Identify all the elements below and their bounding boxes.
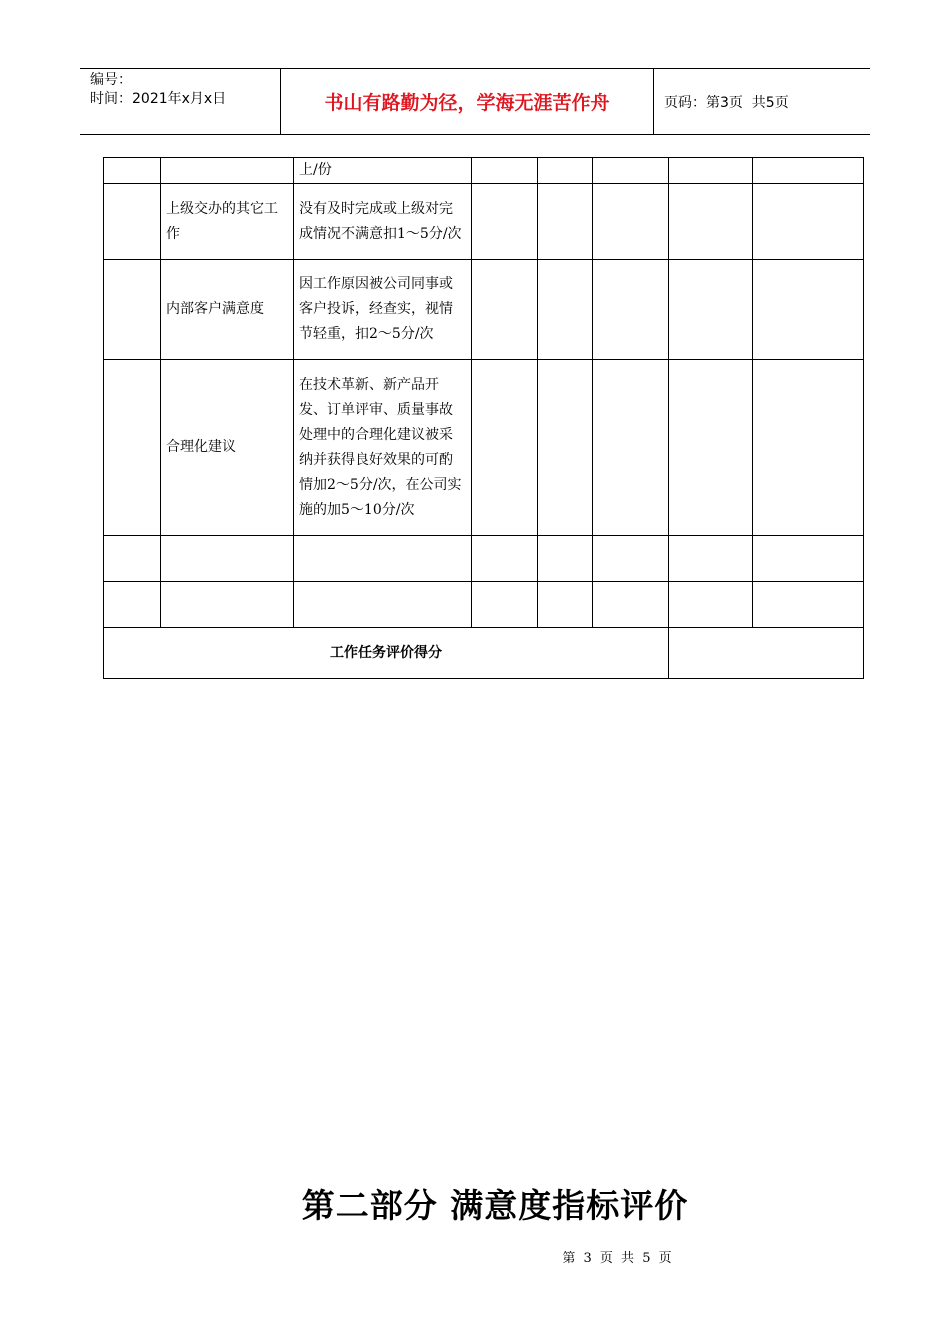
page-footer [0,1247,950,1266]
item-name [161,536,294,582]
table-cell [593,536,669,582]
item-name: 上级交办的其它工作 [161,184,294,260]
document-number-label: 编号： [90,72,132,88]
table-cell [593,158,669,184]
item-criteria: 因工作原因被公司同事或客户投诉，经查实，视情节轻重，扣2～5分/次 [294,260,472,360]
item-name [161,158,294,184]
table-cell [669,158,753,184]
table-cell [472,158,538,184]
table-cell [538,536,593,582]
item-criteria [294,536,472,582]
total-row [104,628,864,679]
header-meta [80,69,281,134]
table-row [104,184,864,260]
table-cell [669,184,753,260]
item-name: 合理化建议 [161,360,294,536]
table-cell [753,582,864,628]
table-cell [538,360,593,536]
table-row [104,260,864,360]
table-cell [538,260,593,360]
table-cell [753,158,864,184]
table-cell [669,360,753,536]
table-row [104,582,864,628]
table-cell [472,260,538,360]
table-cell [104,360,161,536]
table-cell [669,536,753,582]
table-cell [538,582,593,628]
table-cell [753,360,864,536]
table-cell [472,582,538,628]
table-cell [593,582,669,628]
item-criteria: 上/份 [294,158,472,184]
table-cell [104,158,161,184]
item-criteria: 没有及时完成或上级对完成情况不满意扣1～5分/次 [294,184,472,260]
table-cell [669,582,753,628]
table-cell [593,260,669,360]
total-score-value [669,628,864,679]
item-criteria [294,582,472,628]
table-cell [104,260,161,360]
evaluation-table [103,157,864,679]
header-motto: 书山有路勤为径，学海无涯苦作舟 [281,69,654,134]
table-cell [753,184,864,260]
table-row [104,158,864,184]
table-cell [538,158,593,184]
table-row [104,360,864,536]
section-title: 第二部分 满意度指标评价 [301,1186,689,1225]
document-date-label: 时间：2021年x月x日 [90,91,227,107]
table-cell [472,184,538,260]
table-cell [104,184,161,260]
page-info-text: 页码：第3页 共5页 [664,94,789,111]
table-cell [593,360,669,536]
total-score-label: 工作任务评价得分 [104,628,669,679]
table-cell [104,582,161,628]
table-cell [593,184,669,260]
table-cell [753,260,864,360]
page-header [80,68,870,135]
table-cell [104,536,161,582]
header-page-info [654,69,870,134]
footer-page-number: 第 3 页 共 5 页 [562,1251,672,1266]
table-cell [753,536,864,582]
table-cell [472,536,538,582]
table-row [104,536,864,582]
item-name: 内部客户满意度 [161,260,294,360]
table-cell [472,360,538,536]
table-cell [669,260,753,360]
table-cell [538,184,593,260]
item-criteria: 在技术革新、新产品开发、订单评审、质量事故处理中的合理化建议被采纳并获得良好效果的可酌情加2～5分/次，在公司实施的加5～10分/次 [294,360,472,536]
item-name [161,582,294,628]
